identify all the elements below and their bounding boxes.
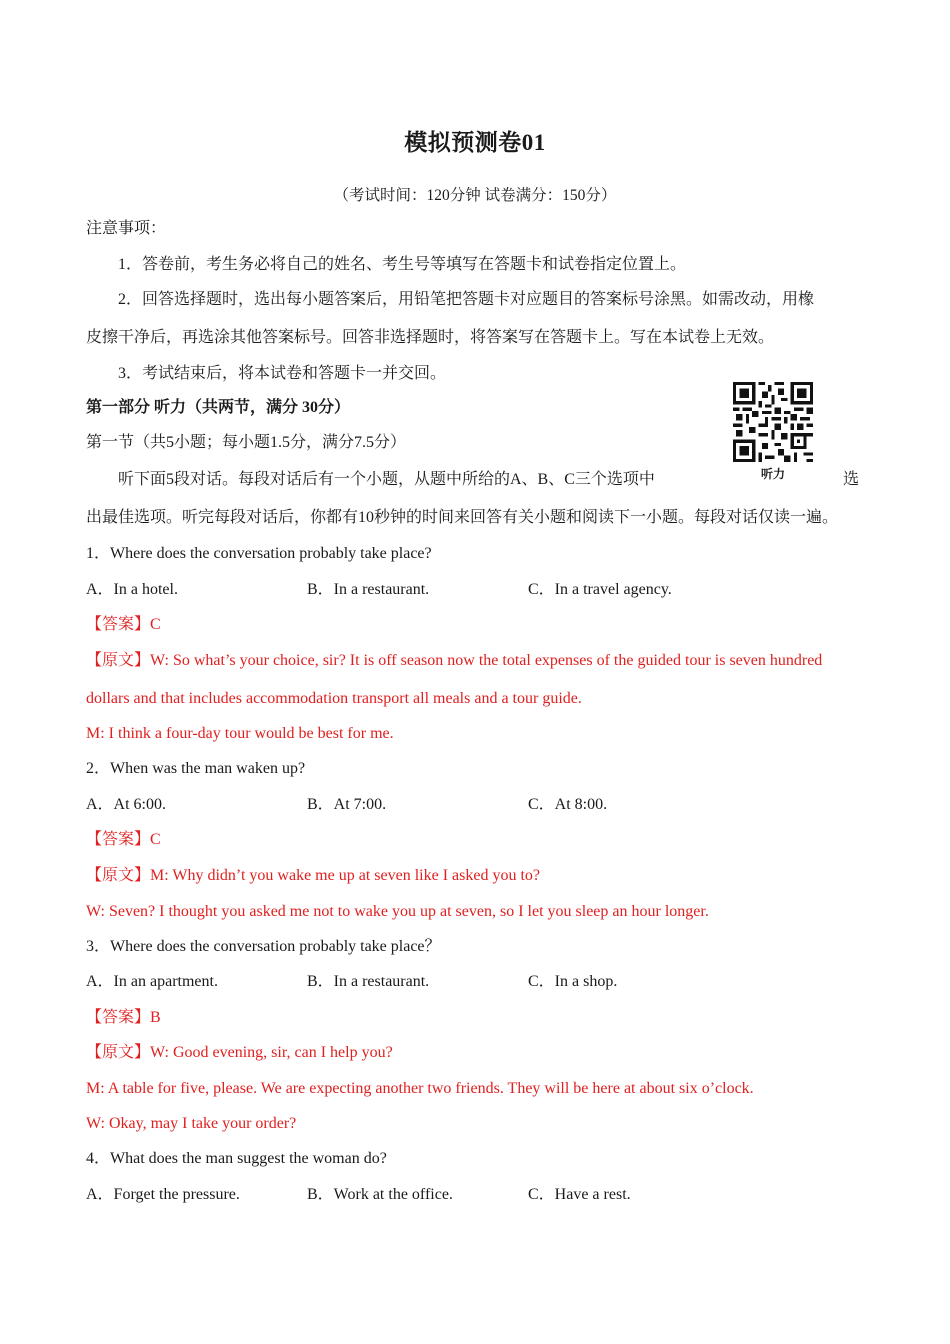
option-c: C．At 8:00. bbox=[528, 796, 608, 813]
qr-caption: 听力 bbox=[760, 467, 785, 481]
transcript-line: 【原文】M: Why didn’t you wake me up at seven like I asked you to? bbox=[86, 867, 540, 884]
notes-heading: 注意事项： bbox=[86, 220, 167, 237]
option-b: B．At 7:00. bbox=[307, 796, 387, 813]
option-c: C．In a shop. bbox=[528, 973, 618, 990]
option-a: A．At 6:00. bbox=[86, 796, 167, 813]
question-stem: 1．Where does the conversation probably take place? bbox=[86, 545, 432, 562]
question-stem: 4．What does the man suggest the woman do? bbox=[86, 1150, 387, 1167]
note-item-2-line-1: 2．回答选择题时，选出每小题答案后，用铅笔把答题卡对应题目的答案标号涂黑。如需改动，用橡 bbox=[118, 291, 815, 308]
answer: 【答案】B bbox=[86, 1009, 161, 1026]
note-item-1: 1．答卷前，考生务必将自己的姓名、考生号等填写在答题卡和试卷指定位置上。 bbox=[118, 256, 687, 273]
option-b: B．In a restaurant. bbox=[307, 973, 430, 990]
option-b: B．In a restaurant. bbox=[307, 581, 430, 598]
note-item-3: 3．考试结束后，将本试卷和答题卡一并交回。 bbox=[118, 365, 447, 382]
listening-instructions-tail: 选 bbox=[843, 471, 860, 488]
option-b: B．Work at the office. bbox=[307, 1186, 453, 1203]
page-title: 模拟预测卷01 bbox=[404, 130, 546, 155]
qr-code-icon[interactable] bbox=[733, 382, 813, 462]
part1-heading: 第一部分 听力（共两节，满分 30分） bbox=[86, 399, 351, 416]
note-item-2-line-2: 皮擦干净后，再选涂其他答案标号。回答非选择题时，将答案写在答题卡上。写在本试卷上无效。 bbox=[86, 329, 775, 346]
exam-info: （考试时间：120分钟 试卷满分：150分） bbox=[333, 187, 617, 204]
option-a: A．Forget the pressure. bbox=[86, 1186, 240, 1203]
question-stem: 3．Where does the conversation probably take place？ bbox=[86, 938, 441, 955]
option-c: C．Have a rest. bbox=[528, 1186, 631, 1203]
option-a: A．In an apartment. bbox=[86, 973, 218, 990]
transcript-line: 【原文】W: So what’s your choice, sir? It is off season now the total expenses of the guided tour is seven hundred bbox=[86, 652, 823, 669]
transcript-line: W: Okay, may I take your order? bbox=[86, 1115, 297, 1132]
transcript-line: dollars and that includes accommodation transport all meals and a tour guide. bbox=[86, 690, 582, 707]
transcript-line: M: A table for five, please. We are expecting another two friends. They will be here at about six o’clock. bbox=[86, 1080, 754, 1097]
transcript-line: 【原文】W: Good evening, sir, can I help you? bbox=[86, 1044, 393, 1061]
option-a: A．In a hotel. bbox=[86, 581, 178, 598]
listening-instructions-line-2: 出最佳选项。听完每段对话后，你都有10秒钟的时间来回答有关小题和阅读下一小题。每段对话仅读一遍。 bbox=[86, 509, 839, 526]
transcript-line: W: Seven? I thought you asked me not to wake you up at seven, so I let you sleep an hour longer. bbox=[86, 903, 709, 920]
section1-heading: 第一节（共5小题；每小题1.5分，满分7.5分） bbox=[86, 434, 407, 451]
question-stem: 2．When was the man waken up? bbox=[86, 760, 306, 777]
answer: 【答案】C bbox=[86, 831, 161, 848]
answer: 【答案】C bbox=[86, 616, 161, 633]
transcript-line: M: I think a four-day tour would be best for me. bbox=[86, 725, 394, 742]
listening-instructions-line-1: 听下面5段对话。每段对话后有一个小题，从题中所给的A、B、C三个选项中 bbox=[118, 471, 655, 488]
option-c: C．In a travel agency. bbox=[528, 581, 672, 598]
